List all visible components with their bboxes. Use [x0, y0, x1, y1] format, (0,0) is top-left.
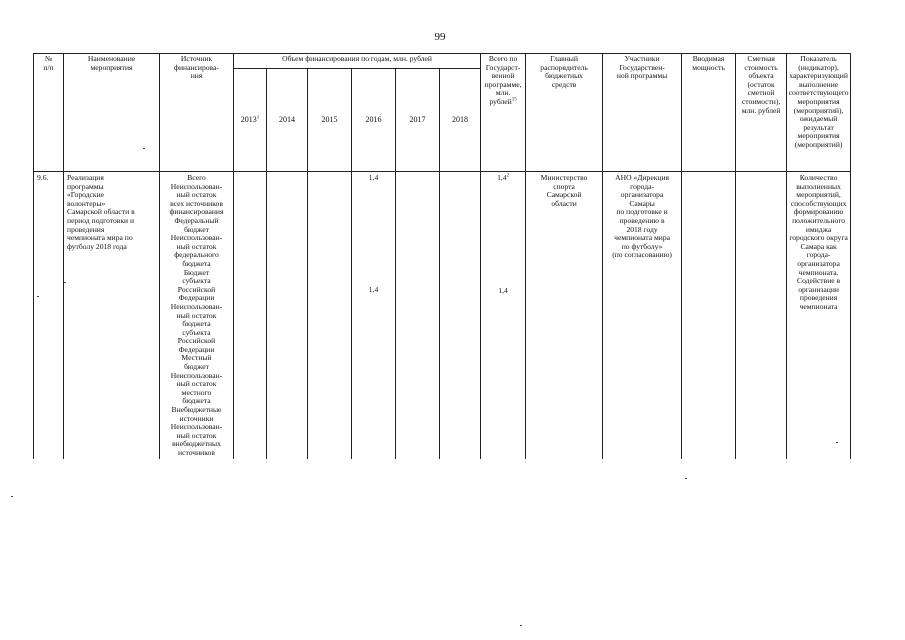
cell-total	[481, 172, 526, 459]
cell-2015	[308, 172, 352, 459]
source-federal: Федеральный бюджет	[174, 215, 219, 234]
source-regional: Бюджет субъекта Российской Федерации	[177, 267, 216, 303]
header-year-2015: 2015	[308, 69, 352, 172]
page-number: 99	[434, 31, 446, 43]
source-unused-extrabudgetary: Неиспользован- ный остаток внебюджетных источников	[170, 422, 223, 457]
source-local: Местный бюджет	[181, 353, 212, 372]
header-year-2013: 2013$^1$	[234, 69, 267, 172]
header-manager: Главный распорядитель бюджетных средств	[526, 54, 603, 172]
value-total-regional: 1,4	[498, 285, 508, 295]
table-row	[34, 172, 851, 459]
cell-2013	[234, 172, 267, 459]
header-num: № п/п	[34, 54, 64, 172]
cell-2014	[267, 172, 308, 459]
row-estimate	[736, 172, 787, 459]
source-extrabudgetary: Внебюджетные источники	[171, 405, 222, 423]
header-source: Источник финансирова- ния	[160, 54, 234, 172]
row-participants: АНО «Дирекция города- организатора Самары по подготовке и проведению в 2018 году чемпионата мира по футболу» (по согласованию)	[603, 172, 682, 459]
cell-2017	[396, 172, 440, 459]
header-estimate: Сметная стоимость объекта (остаток сметной стоимости), млн. рублей	[736, 54, 787, 172]
header-year-2018: 2018	[440, 69, 481, 172]
value-2016-total: 1,4	[368, 173, 379, 182]
row-capacity	[682, 172, 736, 459]
header-capacity: Вводимая мощность	[682, 54, 736, 172]
cell-2016	[352, 172, 396, 459]
source-unused-regional: Неиспользован- ный остаток бюджета субъекта Российской Федерации	[170, 301, 223, 354]
funding-table	[33, 53, 851, 459]
header-funding-group: Объем финансирования по годам, млн. рублей	[234, 54, 481, 69]
header-indicator: Показатель (индикатор), характеризующий выполнение соответствующего мероприятия (мероприятий), ожидаемый результат мероприятия (мероприятий)	[787, 54, 851, 172]
source-unused-local: Неиспользован- ный остаток местного бюджета	[170, 370, 223, 406]
value-total-all: $1,4^2$	[497, 173, 510, 182]
header-participants: Участники Государствен- ной программы	[603, 54, 682, 172]
row-number: 9.6.	[34, 172, 64, 459]
header-year-2014: 2014	[267, 69, 308, 172]
source-total: Всего	[187, 173, 206, 182]
header-total: Всего по Государст- венной программе, млн. рублей$^{15}$	[481, 54, 526, 172]
header-year-2017: 2017	[396, 69, 440, 172]
header-year-2016: 2016	[352, 69, 396, 172]
header-name: Наименование мероприятия	[64, 54, 160, 172]
row-indicator: Количество выполненных мероприятий, способствующих формированию положительного имиджа городского округа Самара как города- организатора чемпионата. Содействие в организации проведения чемпионата	[787, 172, 851, 459]
cell-2018	[440, 172, 481, 459]
row-funding-sources	[160, 172, 234, 459]
row-manager: Министерство спорта Самарской области	[526, 172, 603, 459]
source-unused-federal: Неиспользован- ный остаток федерального бюджета	[170, 233, 223, 268]
value-2016-regional: 1,4	[368, 284, 379, 294]
source-unused-all: Неиспользован- ный остаток всех источников финансирования	[169, 181, 224, 217]
row-activity-name: Реализация программы «Городские волонтеры» Самарской области в период подготовки и проведения чемпионата мира по футболу 2018 года	[64, 172, 160, 459]
